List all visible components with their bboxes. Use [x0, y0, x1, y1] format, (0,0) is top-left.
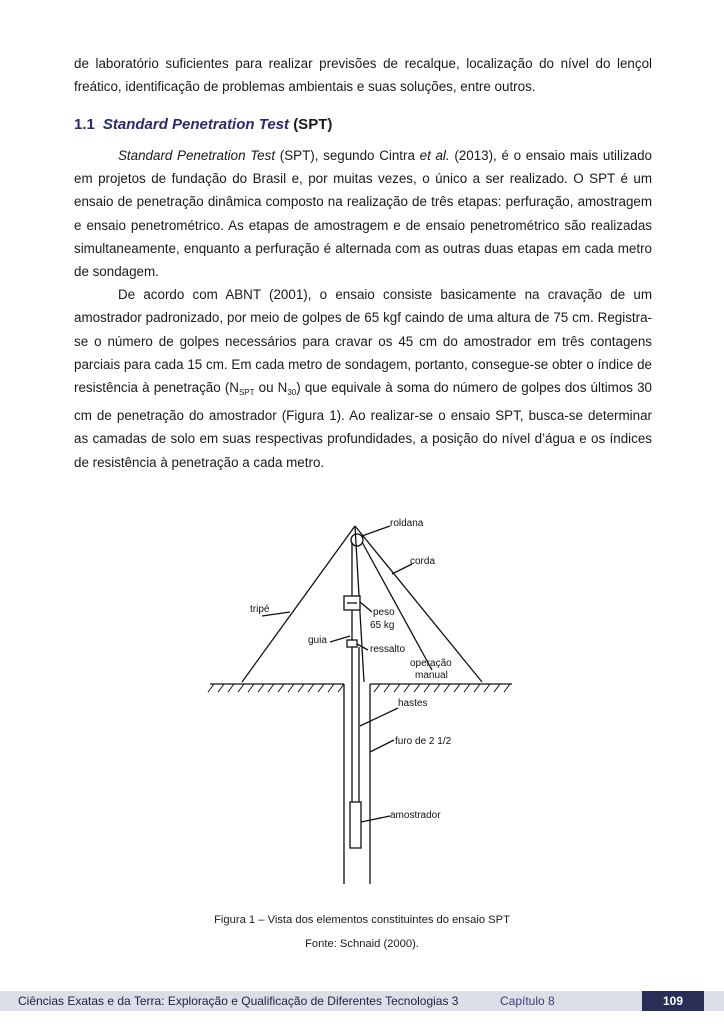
section-number: 1.1 [74, 116, 95, 133]
leader-peso [360, 602, 372, 612]
footer-chapter: Capítulo 8 [500, 994, 555, 1008]
label-manual: manual [415, 670, 448, 681]
paragraph-1-part-a: (SPT), segundo Cintra [275, 148, 420, 163]
nspt-subscript: SPT [238, 388, 255, 398]
label-operacao: operação [410, 658, 452, 669]
label-guia: guia [308, 635, 327, 646]
section-heading [74, 116, 332, 133]
label-corda: corda [410, 556, 436, 567]
leader-amostrador [361, 816, 390, 822]
intro-text: de laboratório suficientes para realizar previsões de recalque, localização do nível do lençol freático, identificação de problemas ambientais e suas soluções, entre outros. [74, 56, 652, 95]
leader-corda [392, 564, 412, 574]
intro-paragraph [74, 52, 652, 98]
label-roldana: roldana [390, 518, 424, 529]
paragraph-2-part-b: ou N [254, 380, 288, 396]
page-number: 109 [642, 991, 704, 1011]
section-title-suffix: (SPT) [293, 116, 333, 133]
n30-subscript: 30 [287, 388, 297, 398]
paragraph-2-part-c: ) que equivale à soma do número de golpes dos últimos 30 cm de penetração do amostrador (Figura 1). Ao realizar-se o ensaio SPT, busca-se determinar as camadas de solo em suas respectivas profundidades, a posição do nível d’água e os índices de resistência à penetração a cada metro. [74, 380, 652, 470]
anvil-block [347, 640, 357, 647]
footer-book-title: Ciências Exatas e da Terra: Exploração e Qualificação de Diferentes Tecnologias 3 [18, 994, 459, 1008]
paragraph-2 [74, 283, 652, 474]
figure-source: Fonte: Schnaid (2000). [305, 938, 419, 950]
section-title-italic: Standard Penetration Test [102, 116, 290, 133]
leader-hastes [360, 708, 398, 726]
spt-diagram [200, 512, 530, 892]
figure-caption: Figura 1 – Vista dos elementos constituintes do ensaio SPT [214, 914, 510, 926]
leader-furo [370, 740, 394, 752]
label-peso: peso [373, 607, 395, 618]
label-ressalto: ressalto [370, 644, 406, 655]
label-peso-kg: 65 kg [370, 620, 395, 631]
page-footer [0, 991, 724, 1011]
label-amostrador: amostrador [390, 810, 441, 821]
paragraph-1-part-b: (2013), é o ensaio mais utilizado em projetos de fundação do Brasil e, por muitas vezes, o único a ser realizado. O SPT é um ensaio de penetração dinâmica composto na realização de três etapas: perfuração, amostragem e ensaio penetrométrico. As etapas de amostragem e de ensaio penetrométrico são realizadas simultaneamente, enquanto a perfuração é alternada com as outras duas etapas em cada metro de sondagem. [74, 148, 653, 280]
paragraph-1 [74, 144, 652, 283]
label-tripe: tripé [250, 604, 270, 615]
pulley-icon [351, 534, 363, 546]
paragraph-1-etal: et al. [419, 148, 450, 163]
body-text [74, 144, 652, 474]
label-furo: furo de 2 1/2 [395, 736, 452, 747]
spt-figure [200, 512, 530, 892]
paragraph-1-italic-lead: Standard Penetration Test [118, 148, 276, 163]
label-hastes: hastes [398, 698, 428, 709]
paragraph-2-part-a: De acordo com ABNT (2001), o ensaio consiste basicamente na cravação de um amostrador padronizado, por meio de golpes de 65 kgf caindo de uma altura de 75 cm. Registra-se o número de golpes necessários para cravar os 45 cm do amostrador em três contagens parciais para cada 15 cm. Em cada metro de sondagem, portanto, consegue-se obter o índice de resistência à penetração (N [74, 287, 652, 396]
leader-roldana [362, 526, 390, 536]
sampler-body [350, 802, 361, 848]
